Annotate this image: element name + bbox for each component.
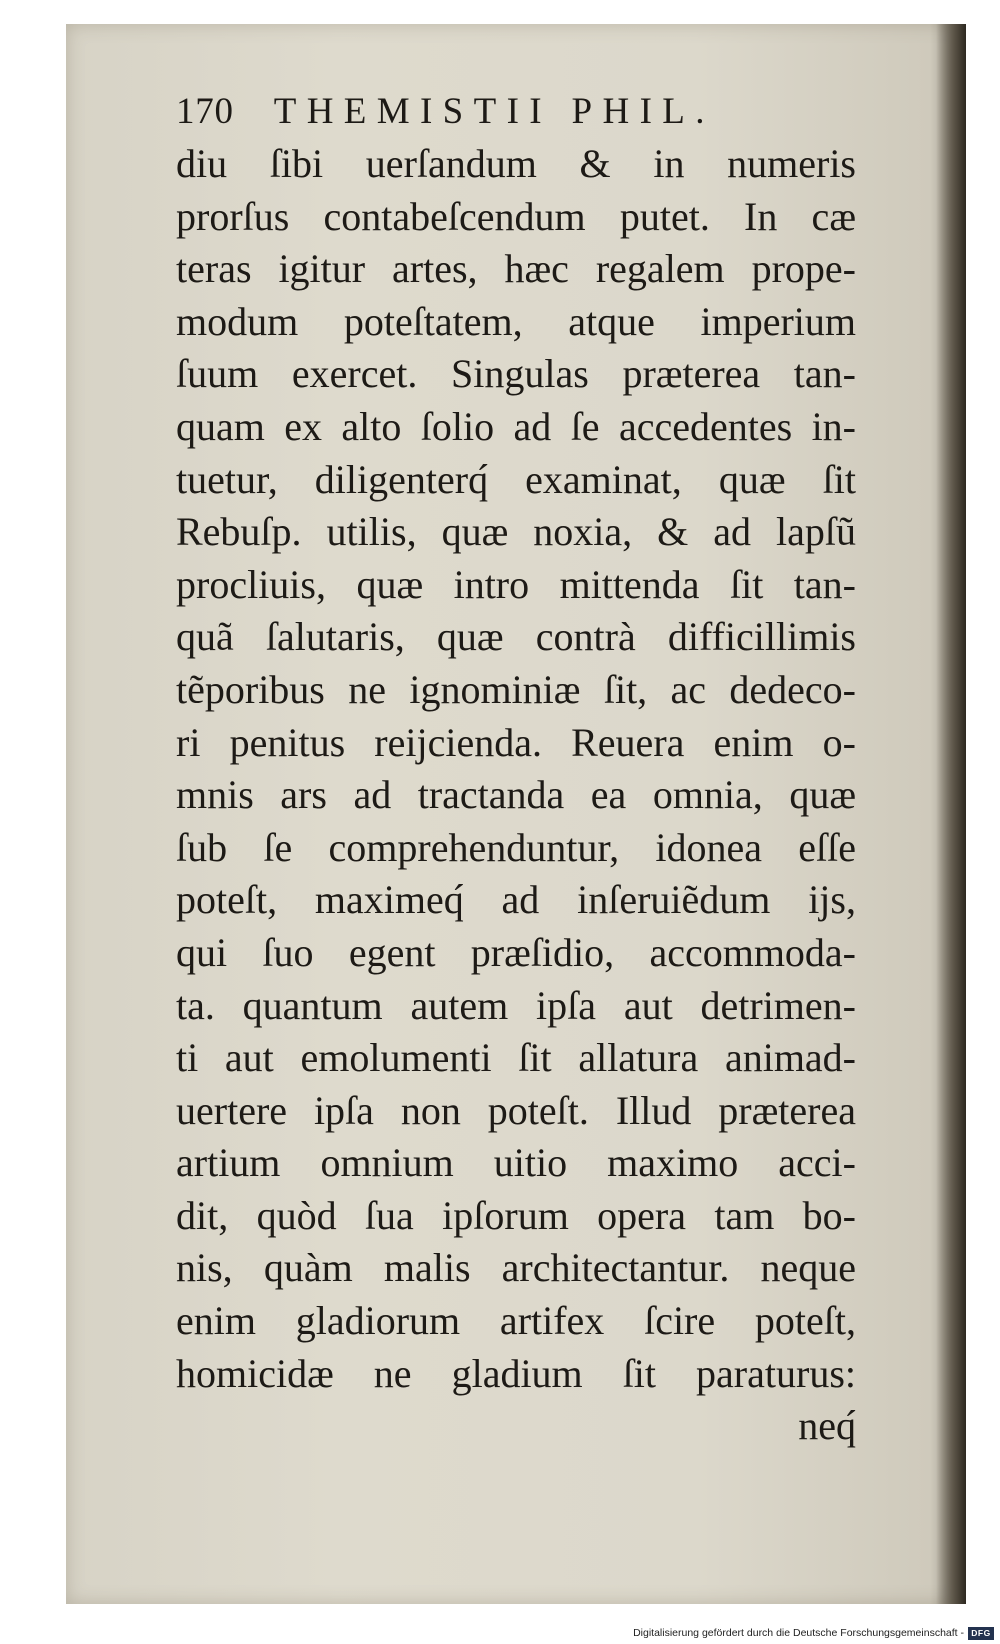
page-gutter-shadow — [936, 24, 966, 1604]
text-line: ta. quantum autem ipſa aut detrimen- — [176, 982, 856, 1028]
text-line: quã ſalutaris, quæ contrà difficillimis — [176, 614, 856, 660]
text-block — [176, 86, 896, 1452]
text-line: homicidæ ne gladium ſit paraturus: — [176, 1350, 856, 1396]
text-line: poteſt, maximeq́ ad inſeruiẽdum ijs, — [176, 877, 856, 923]
text-line: teras igitur artes, hæc regalem prope- — [176, 246, 856, 292]
page-number: 170 — [176, 91, 234, 132]
text-line: tẽporibus ne ignominiæ ſit, ac dedeco- — [176, 666, 856, 712]
text-line: ſuum exercet. Singulas præterea tan- — [176, 351, 856, 397]
text-line: artium omnium uitio maximo acci- — [176, 1140, 856, 1186]
text-line: Rebuſp. utilis, quæ noxia, & ad lapſũ — [176, 509, 856, 555]
text-line: procliuis, quæ intro mittenda ſit tan- — [176, 561, 856, 607]
text-line: tuetur, diligenterq́ examinat, quæ ſit — [176, 456, 856, 502]
text-line: ſub ſe comprehenduntur, idonea eſſe — [176, 824, 856, 870]
text-line: enim gladiorum artifex ſcire poteſt, — [176, 1298, 856, 1344]
text-line: nis, quàm malis architectantur. neque — [176, 1245, 856, 1291]
text-line: qui ſuo egent præſidio, accommoda- — [176, 929, 856, 975]
text-line: dit, quòd ſua ipſorum opera tam bo- — [176, 1192, 856, 1238]
funding-credit: Digitalisierung gefördert durch die Deutsche Forschungsgemeinschaft - — [633, 1627, 964, 1639]
text-line: uertere ipſa non poteſt. Illud præterea — [176, 1087, 856, 1133]
text-line: ri penitus reijcienda. Reuera enim o- — [176, 719, 856, 765]
footer-bar — [0, 1620, 1000, 1644]
text-line: diu ſibi uerſandum & in numeris — [176, 141, 856, 186]
dfg-logo: DFG — [968, 1627, 994, 1640]
running-title: THEMISTII PHIL. — [273, 91, 715, 132]
running-head — [176, 86, 896, 138]
text-line: quam ex alto ſolio ad ſe accedentes in- — [176, 403, 856, 449]
text-line: modum poteſtatem, atque imperium — [176, 298, 856, 344]
text-line: ti aut emolumenti ſit allatura animad- — [176, 1035, 856, 1081]
catchword: neq́ — [798, 1403, 856, 1449]
body-text — [176, 138, 896, 1400]
text-line: mnis ars ad tractanda ea omnia, quæ — [176, 772, 856, 818]
text-line: prorſus contabeſcendum putet. In cæ — [176, 193, 856, 239]
